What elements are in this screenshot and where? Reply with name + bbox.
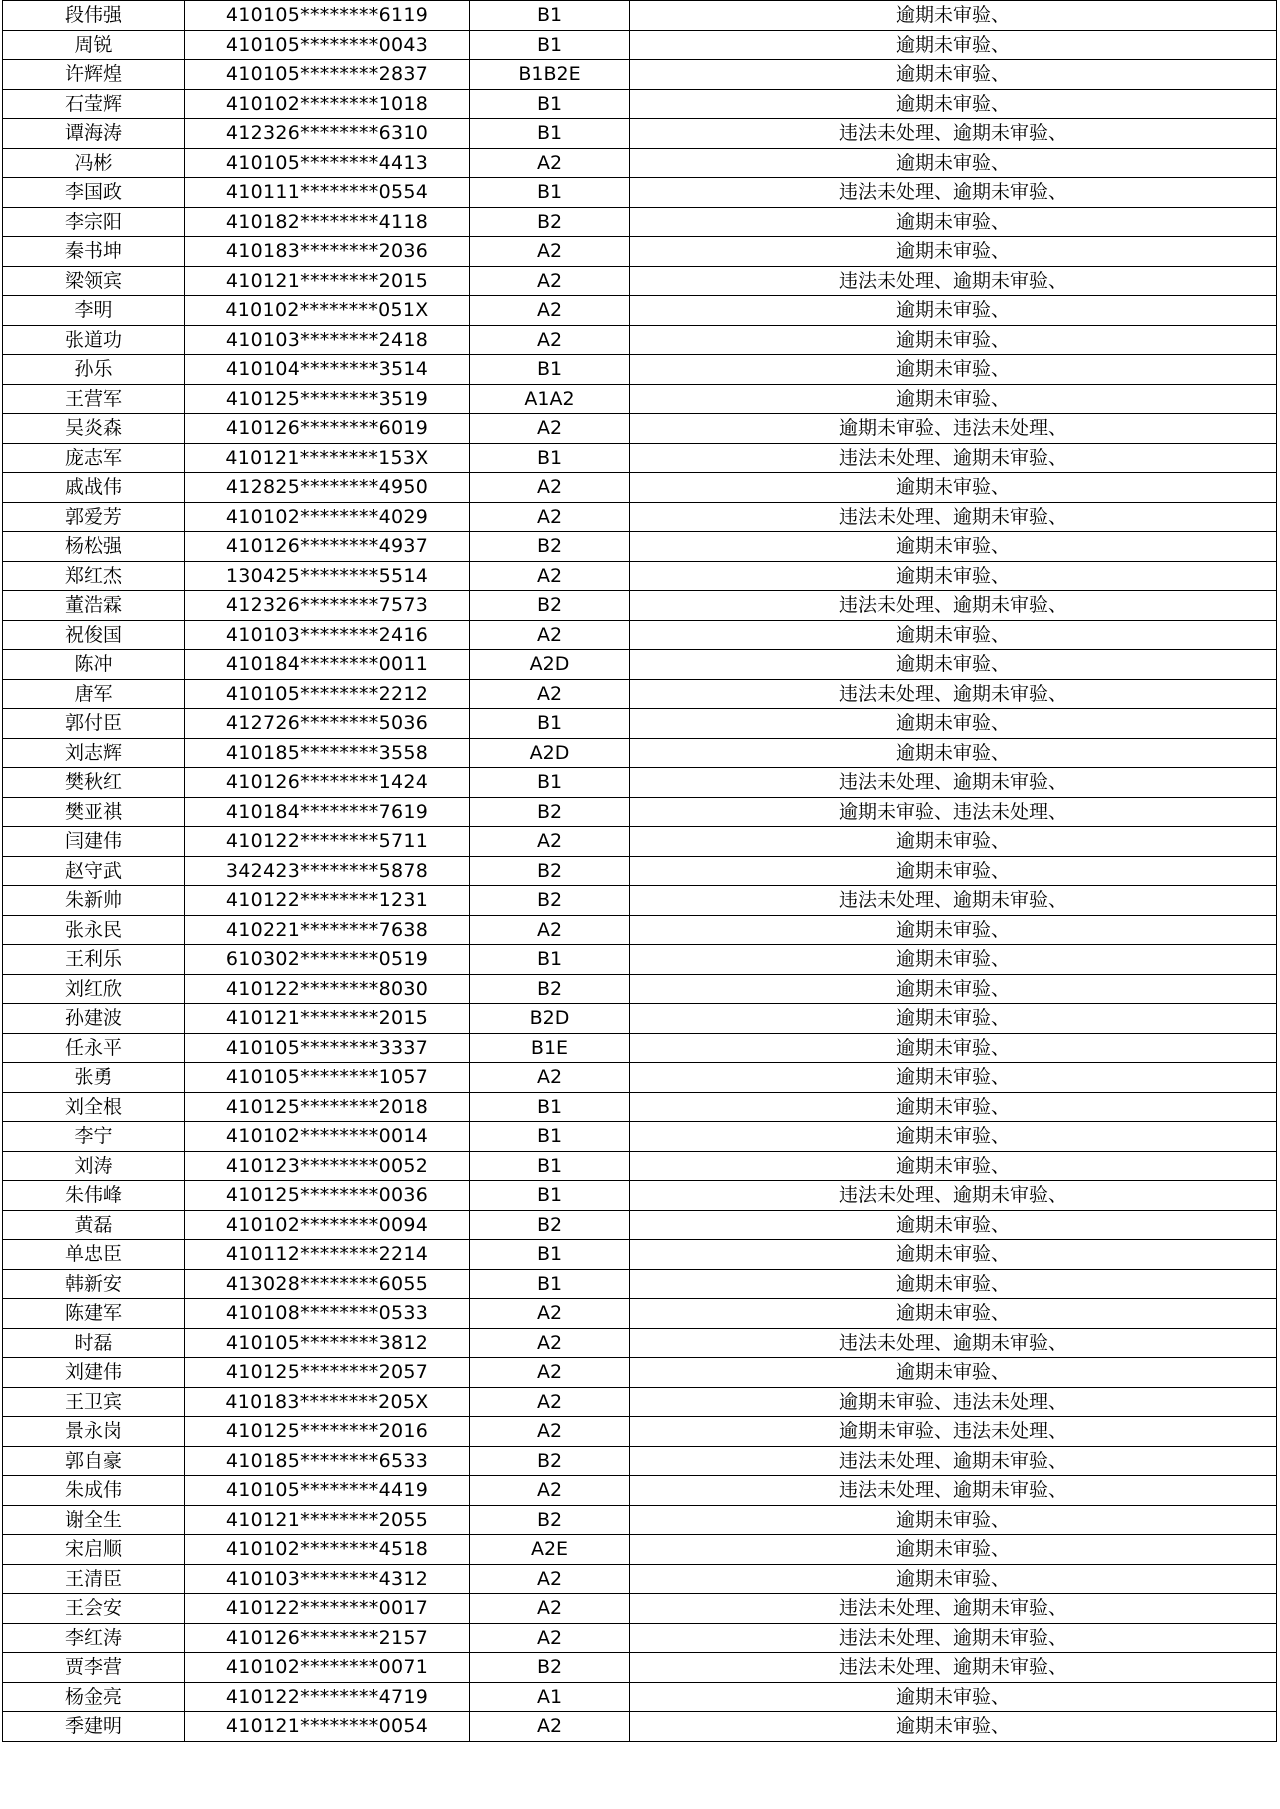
- table-row: [3, 827, 1277, 857]
- id-number-cell: 410126********6019: [185, 414, 470, 444]
- license-class-cell: B1: [470, 945, 630, 975]
- status-cell: 违法未处理、逾期未审验、: [630, 886, 1277, 916]
- license-class-cell: A2: [470, 561, 630, 591]
- id-number-cell: 410122********8030: [185, 974, 470, 1004]
- driver-list-table: [2, 0, 1277, 1742]
- id-number-cell: 410183********2036: [185, 237, 470, 267]
- driver-name-cell: 闫建伟: [3, 827, 185, 857]
- driver-name-cell: 樊亚祺: [3, 797, 185, 827]
- id-number-cell: 412726********5036: [185, 709, 470, 739]
- driver-name-cell: 李宗阳: [3, 207, 185, 237]
- status-cell: 逾期未审验、: [630, 355, 1277, 385]
- status-cell: 逾期未审验、: [630, 856, 1277, 886]
- id-number-cell: 410126********2157: [185, 1623, 470, 1653]
- id-number-cell: 410105********4419: [185, 1476, 470, 1506]
- table-row: [3, 1476, 1277, 1506]
- table-body: [3, 1, 1277, 1742]
- license-class-cell: B1: [470, 89, 630, 119]
- driver-name-cell: 李红涛: [3, 1623, 185, 1653]
- id-number-cell: 410105********0043: [185, 30, 470, 60]
- driver-name-cell: 石莹辉: [3, 89, 185, 119]
- license-class-cell: B2: [470, 532, 630, 562]
- table-row: [3, 915, 1277, 945]
- id-number-cell: 410121********2015: [185, 1004, 470, 1034]
- id-number-cell: 410105********2837: [185, 60, 470, 90]
- status-cell: 逾期未审验、: [630, 1033, 1277, 1063]
- driver-name-cell: 黄磊: [3, 1210, 185, 1240]
- id-number-cell: 410121********153X: [185, 443, 470, 473]
- status-cell: 逾期未审验、违法未处理、: [630, 1417, 1277, 1447]
- driver-name-cell: 段伟强: [3, 1, 185, 31]
- status-cell: 逾期未审验、: [630, 1505, 1277, 1535]
- id-number-cell: 410103********4312: [185, 1564, 470, 1594]
- driver-name-cell: 唐军: [3, 679, 185, 709]
- table-row: [3, 1063, 1277, 1093]
- id-number-cell: 130425********5514: [185, 561, 470, 591]
- license-class-cell: B2: [470, 886, 630, 916]
- id-number-cell: 410105********2212: [185, 679, 470, 709]
- driver-name-cell: 单忠臣: [3, 1240, 185, 1270]
- id-number-cell: 410121********2055: [185, 1505, 470, 1535]
- license-class-cell: A2: [470, 296, 630, 326]
- license-class-cell: B1: [470, 1151, 630, 1181]
- license-class-cell: B2: [470, 797, 630, 827]
- table-row: [3, 325, 1277, 355]
- id-number-cell: 410121********2015: [185, 266, 470, 296]
- driver-name-cell: 韩新安: [3, 1269, 185, 1299]
- driver-name-cell: 谭海涛: [3, 119, 185, 149]
- table-row: [3, 768, 1277, 798]
- status-cell: 逾期未审验、: [630, 738, 1277, 768]
- driver-name-cell: 时磊: [3, 1328, 185, 1358]
- status-cell: 逾期未审验、: [630, 827, 1277, 857]
- id-number-cell: 410221********7638: [185, 915, 470, 945]
- driver-name-cell: 刘涛: [3, 1151, 185, 1181]
- license-class-cell: B2: [470, 1505, 630, 1535]
- driver-name-cell: 朱伟峰: [3, 1181, 185, 1211]
- id-number-cell: 410102********0014: [185, 1122, 470, 1152]
- id-number-cell: 413028********6055: [185, 1269, 470, 1299]
- license-class-cell: B1B2E: [470, 60, 630, 90]
- table-row: [3, 1269, 1277, 1299]
- table-row: [3, 296, 1277, 326]
- id-number-cell: 410112********2214: [185, 1240, 470, 1270]
- license-class-cell: B1: [470, 443, 630, 473]
- driver-name-cell: 刘志辉: [3, 738, 185, 768]
- table-row: [3, 1210, 1277, 1240]
- license-class-cell: A2: [470, 1358, 630, 1388]
- table-row: [3, 355, 1277, 385]
- license-class-cell: B1: [470, 30, 630, 60]
- license-class-cell: A2: [470, 473, 630, 503]
- driver-name-cell: 朱成伟: [3, 1476, 185, 1506]
- status-cell: 逾期未审验、: [630, 1122, 1277, 1152]
- license-class-cell: A2: [470, 1476, 630, 1506]
- id-number-cell: 410125********2018: [185, 1092, 470, 1122]
- driver-name-cell: 董浩霖: [3, 591, 185, 621]
- driver-name-cell: 吴炎森: [3, 414, 185, 444]
- license-class-cell: B1: [470, 1269, 630, 1299]
- table-row: [3, 797, 1277, 827]
- id-number-cell: 410103********2416: [185, 620, 470, 650]
- id-number-cell: 410126********4937: [185, 532, 470, 562]
- driver-name-cell: 郭爱芳: [3, 502, 185, 532]
- driver-name-cell: 刘红欣: [3, 974, 185, 1004]
- id-number-cell: 410121********0054: [185, 1712, 470, 1742]
- table-row: [3, 532, 1277, 562]
- status-cell: 逾期未审验、违法未处理、: [630, 1387, 1277, 1417]
- id-number-cell: 410184********7619: [185, 797, 470, 827]
- id-number-cell: 410126********1424: [185, 768, 470, 798]
- table-row: [3, 89, 1277, 119]
- status-cell: 逾期未审验、违法未处理、: [630, 797, 1277, 827]
- driver-name-cell: 李宁: [3, 1122, 185, 1152]
- id-number-cell: 410105********1057: [185, 1063, 470, 1093]
- id-number-cell: 410183********205X: [185, 1387, 470, 1417]
- id-number-cell: 410122********4719: [185, 1682, 470, 1712]
- table-row: [3, 443, 1277, 473]
- license-class-cell: A2: [470, 414, 630, 444]
- id-number-cell: 410182********4118: [185, 207, 470, 237]
- driver-name-cell: 樊秋红: [3, 768, 185, 798]
- driver-name-cell: 张永民: [3, 915, 185, 945]
- license-class-cell: A2: [470, 1387, 630, 1417]
- table-row: [3, 414, 1277, 444]
- status-cell: 逾期未审验、: [630, 650, 1277, 680]
- driver-name-cell: 任永平: [3, 1033, 185, 1063]
- table-row: [3, 1535, 1277, 1565]
- id-number-cell: 610302********0519: [185, 945, 470, 975]
- id-number-cell: 410102********0094: [185, 1210, 470, 1240]
- table-row: [3, 1712, 1277, 1742]
- id-number-cell: 410125********2057: [185, 1358, 470, 1388]
- table-row: [3, 1682, 1277, 1712]
- table-row: [3, 945, 1277, 975]
- table-row: [3, 119, 1277, 149]
- table-row: [3, 384, 1277, 414]
- driver-name-cell: 贾李营: [3, 1653, 185, 1683]
- status-cell: 逾期未审验、: [630, 620, 1277, 650]
- license-class-cell: B1E: [470, 1033, 630, 1063]
- license-class-cell: B1: [470, 1, 630, 31]
- table-row: [3, 1240, 1277, 1270]
- license-class-cell: B2D: [470, 1004, 630, 1034]
- license-class-cell: A2: [470, 325, 630, 355]
- table-row: [3, 1446, 1277, 1476]
- license-class-cell: B1: [470, 1240, 630, 1270]
- driver-name-cell: 赵守武: [3, 856, 185, 886]
- id-number-cell: 410102********1018: [185, 89, 470, 119]
- table-row: [3, 1033, 1277, 1063]
- status-cell: 逾期未审验、: [630, 1092, 1277, 1122]
- status-cell: 逾期未审验、: [630, 325, 1277, 355]
- driver-name-cell: 许辉煌: [3, 60, 185, 90]
- table-row: [3, 1358, 1277, 1388]
- driver-name-cell: 刘全根: [3, 1092, 185, 1122]
- id-number-cell: 410104********3514: [185, 355, 470, 385]
- id-number-cell: 410102********4518: [185, 1535, 470, 1565]
- status-cell: 违法未处理、逾期未审验、: [630, 1446, 1277, 1476]
- status-cell: 逾期未审验、: [630, 1210, 1277, 1240]
- driver-name-cell: 戚战伟: [3, 473, 185, 503]
- license-class-cell: A2: [470, 266, 630, 296]
- id-number-cell: 410105********4413: [185, 148, 470, 178]
- status-cell: 逾期未审验、: [630, 1151, 1277, 1181]
- status-cell: 逾期未审验、: [630, 473, 1277, 503]
- status-cell: 违法未处理、逾期未审验、: [630, 178, 1277, 208]
- status-cell: 逾期未审验、: [630, 30, 1277, 60]
- license-class-cell: A1: [470, 1682, 630, 1712]
- table-row: [3, 709, 1277, 739]
- status-cell: 逾期未审验、: [630, 1712, 1277, 1742]
- table-row: [3, 650, 1277, 680]
- id-number-cell: 410185********3558: [185, 738, 470, 768]
- driver-name-cell: 郑红杰: [3, 561, 185, 591]
- table-row: [3, 620, 1277, 650]
- status-cell: 逾期未审验、: [630, 1004, 1277, 1034]
- table-row: [3, 1387, 1277, 1417]
- status-cell: 违法未处理、逾期未审验、: [630, 119, 1277, 149]
- id-number-cell: 412825********4950: [185, 473, 470, 503]
- license-class-cell: A2: [470, 827, 630, 857]
- driver-name-cell: 孙建波: [3, 1004, 185, 1034]
- status-cell: 逾期未审验、: [630, 1564, 1277, 1594]
- license-class-cell: A2D: [470, 738, 630, 768]
- id-number-cell: 342423********5878: [185, 856, 470, 886]
- license-class-cell: B1: [470, 355, 630, 385]
- table-row: [3, 561, 1277, 591]
- status-cell: 违法未处理、逾期未审验、: [630, 1623, 1277, 1653]
- license-class-cell: A2: [470, 1712, 630, 1742]
- table-row: [3, 1564, 1277, 1594]
- id-number-cell: 410125********2016: [185, 1417, 470, 1447]
- status-cell: 逾期未审验、: [630, 237, 1277, 267]
- license-class-cell: A2: [470, 1063, 630, 1093]
- license-class-cell: A2E: [470, 1535, 630, 1565]
- license-class-cell: A2: [470, 1594, 630, 1624]
- table-row: [3, 237, 1277, 267]
- license-class-cell: A2: [470, 1623, 630, 1653]
- license-class-cell: A2: [470, 237, 630, 267]
- status-cell: 违法未处理、逾期未审验、: [630, 443, 1277, 473]
- status-cell: 逾期未审验、: [630, 1240, 1277, 1270]
- driver-name-cell: 景永岗: [3, 1417, 185, 1447]
- table-row: [3, 1122, 1277, 1152]
- driver-name-cell: 王营军: [3, 384, 185, 414]
- id-number-cell: 410102********0071: [185, 1653, 470, 1683]
- license-class-cell: B1: [470, 178, 630, 208]
- license-class-cell: B1: [470, 119, 630, 149]
- status-cell: 逾期未审验、: [630, 709, 1277, 739]
- id-number-cell: 410122********0017: [185, 1594, 470, 1624]
- status-cell: 逾期未审验、: [630, 89, 1277, 119]
- table-row: [3, 856, 1277, 886]
- license-class-cell: A2: [470, 1564, 630, 1594]
- table-row: [3, 1004, 1277, 1034]
- table-row: [3, 1594, 1277, 1624]
- table-row: [3, 266, 1277, 296]
- table-row: [3, 1092, 1277, 1122]
- status-cell: 逾期未审验、: [630, 561, 1277, 591]
- driver-name-cell: 周锐: [3, 30, 185, 60]
- id-number-cell: 410123********0052: [185, 1151, 470, 1181]
- table-row: [3, 679, 1277, 709]
- id-number-cell: 410125********3519: [185, 384, 470, 414]
- table-row: [3, 148, 1277, 178]
- status-cell: 逾期未审验、: [630, 1535, 1277, 1565]
- table-row: [3, 1151, 1277, 1181]
- license-class-cell: A2: [470, 1417, 630, 1447]
- driver-name-cell: 王会安: [3, 1594, 185, 1624]
- license-class-cell: B2: [470, 1446, 630, 1476]
- status-cell: 逾期未审验、: [630, 148, 1277, 178]
- table-row: [3, 1, 1277, 31]
- license-class-cell: A2: [470, 620, 630, 650]
- driver-name-cell: 李国政: [3, 178, 185, 208]
- id-number-cell: 410122********5711: [185, 827, 470, 857]
- id-number-cell: 410108********0533: [185, 1299, 470, 1329]
- status-cell: 逾期未审验、: [630, 1299, 1277, 1329]
- license-class-cell: A2: [470, 502, 630, 532]
- id-number-cell: 410102********4029: [185, 502, 470, 532]
- id-number-cell: 410122********1231: [185, 886, 470, 916]
- license-class-cell: B1: [470, 768, 630, 798]
- id-number-cell: 410102********051X: [185, 296, 470, 326]
- status-cell: 逾期未审验、: [630, 1269, 1277, 1299]
- status-cell: 逾期未审验、: [630, 1, 1277, 31]
- driver-name-cell: 陈冲: [3, 650, 185, 680]
- status-cell: 违法未处理、逾期未审验、: [630, 1181, 1277, 1211]
- table-row: [3, 1299, 1277, 1329]
- id-number-cell: 410111********0554: [185, 178, 470, 208]
- table-row: [3, 591, 1277, 621]
- id-number-cell: 410105********6119: [185, 1, 470, 31]
- status-cell: 违法未处理、逾期未审验、: [630, 1594, 1277, 1624]
- status-cell: 逾期未审验、违法未处理、: [630, 414, 1277, 444]
- driver-name-cell: 祝俊国: [3, 620, 185, 650]
- table-row: [3, 1328, 1277, 1358]
- driver-name-cell: 郭付臣: [3, 709, 185, 739]
- license-class-cell: A2: [470, 915, 630, 945]
- status-cell: 违法未处理、逾期未审验、: [630, 679, 1277, 709]
- license-class-cell: A2: [470, 1328, 630, 1358]
- license-class-cell: A2: [470, 679, 630, 709]
- driver-name-cell: 王利乐: [3, 945, 185, 975]
- id-number-cell: 410184********0011: [185, 650, 470, 680]
- status-cell: 逾期未审验、: [630, 384, 1277, 414]
- driver-name-cell: 杨松强: [3, 532, 185, 562]
- table-row: [3, 60, 1277, 90]
- license-class-cell: A2: [470, 1299, 630, 1329]
- driver-name-cell: 李明: [3, 296, 185, 326]
- status-cell: 逾期未审验、: [630, 1682, 1277, 1712]
- table-row: [3, 1623, 1277, 1653]
- table-row: [3, 30, 1277, 60]
- license-class-cell: B1: [470, 1092, 630, 1122]
- driver-name-cell: 宋启顺: [3, 1535, 185, 1565]
- driver-name-cell: 孙乐: [3, 355, 185, 385]
- license-class-cell: B2: [470, 591, 630, 621]
- status-cell: 逾期未审验、: [630, 945, 1277, 975]
- driver-name-cell: 陈建军: [3, 1299, 185, 1329]
- driver-name-cell: 朱新帅: [3, 886, 185, 916]
- license-class-cell: A2: [470, 148, 630, 178]
- driver-name-cell: 梁领宾: [3, 266, 185, 296]
- status-cell: 违法未处理、逾期未审验、: [630, 591, 1277, 621]
- driver-name-cell: 刘建伟: [3, 1358, 185, 1388]
- id-number-cell: 410105********3812: [185, 1328, 470, 1358]
- driver-name-cell: 杨金亮: [3, 1682, 185, 1712]
- status-cell: 违法未处理、逾期未审验、: [630, 1328, 1277, 1358]
- license-class-cell: B2: [470, 856, 630, 886]
- status-cell: 违法未处理、逾期未审验、: [630, 768, 1277, 798]
- status-cell: 逾期未审验、: [630, 1358, 1277, 1388]
- driver-name-cell: 谢全生: [3, 1505, 185, 1535]
- driver-name-cell: 郭自豪: [3, 1446, 185, 1476]
- status-cell: 逾期未审验、: [630, 1063, 1277, 1093]
- table-row: [3, 974, 1277, 1004]
- status-cell: 逾期未审验、: [630, 532, 1277, 562]
- license-class-cell: B2: [470, 1210, 630, 1240]
- driver-name-cell: 庞志军: [3, 443, 185, 473]
- driver-name-cell: 张道功: [3, 325, 185, 355]
- id-number-cell: 410103********2418: [185, 325, 470, 355]
- table-row: [3, 886, 1277, 916]
- status-cell: 逾期未审验、: [630, 60, 1277, 90]
- status-cell: 违法未处理、逾期未审验、: [630, 266, 1277, 296]
- driver-name-cell: 秦书坤: [3, 237, 185, 267]
- id-number-cell: 412326********6310: [185, 119, 470, 149]
- status-cell: 违法未处理、逾期未审验、: [630, 502, 1277, 532]
- table-row: [3, 1181, 1277, 1211]
- license-class-cell: B2: [470, 1653, 630, 1683]
- license-class-cell: B1: [470, 1122, 630, 1152]
- status-cell: 逾期未审验、: [630, 915, 1277, 945]
- status-cell: 违法未处理、逾期未审验、: [630, 1476, 1277, 1506]
- status-cell: 违法未处理、逾期未审验、: [630, 1653, 1277, 1683]
- id-number-cell: 410125********0036: [185, 1181, 470, 1211]
- table-row: [3, 178, 1277, 208]
- status-cell: 逾期未审验、: [630, 207, 1277, 237]
- table-row: [3, 1417, 1277, 1447]
- id-number-cell: 412326********7573: [185, 591, 470, 621]
- status-cell: 逾期未审验、: [630, 296, 1277, 326]
- id-number-cell: 410105********3337: [185, 1033, 470, 1063]
- table-row: [3, 207, 1277, 237]
- driver-name-cell: 张勇: [3, 1063, 185, 1093]
- license-class-cell: B2: [470, 974, 630, 1004]
- table-row: [3, 1505, 1277, 1535]
- status-cell: 逾期未审验、: [630, 974, 1277, 1004]
- table-row: [3, 473, 1277, 503]
- driver-name-cell: 冯彬: [3, 148, 185, 178]
- license-class-cell: B1: [470, 1181, 630, 1211]
- id-number-cell: 410185********6533: [185, 1446, 470, 1476]
- driver-name-cell: 王清臣: [3, 1564, 185, 1594]
- license-class-cell: B1: [470, 709, 630, 739]
- driver-name-cell: 季建明: [3, 1712, 185, 1742]
- license-class-cell: A2D: [470, 650, 630, 680]
- driver-name-cell: 王卫宾: [3, 1387, 185, 1417]
- license-class-cell: B2: [470, 207, 630, 237]
- table-row: [3, 502, 1277, 532]
- table-row: [3, 738, 1277, 768]
- license-class-cell: A1A2: [470, 384, 630, 414]
- table-row: [3, 1653, 1277, 1683]
